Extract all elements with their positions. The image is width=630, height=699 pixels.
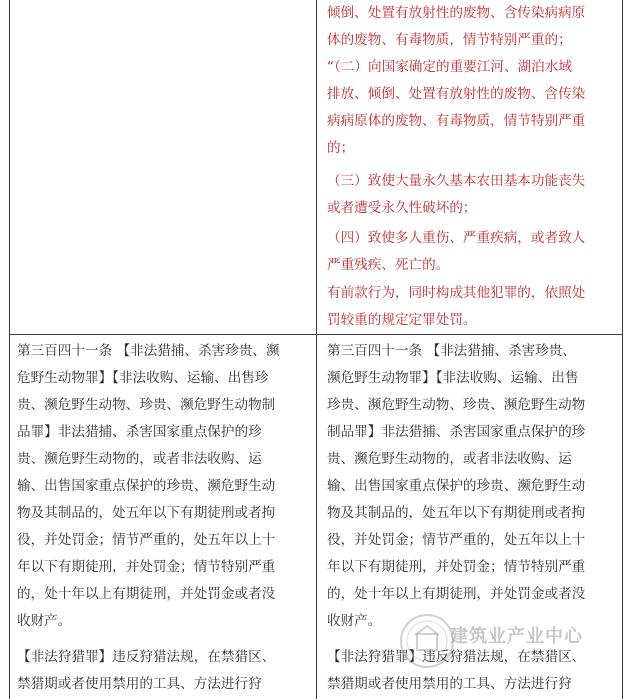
amended-text-line: 或者遭受永久性破坏的； <box>327 200 477 216</box>
top-row-left-cell <box>10 0 316 334</box>
table-column-divider <box>316 0 317 699</box>
amended-text-line: 体的废物、有毒物质，情节特别严重的； <box>327 32 572 48</box>
watermark <box>368 608 630 678</box>
watermark-seal-icon <box>398 612 456 670</box>
amended-text-line: 物及其制品的，处五年以下有期徒刑或者拘 <box>327 505 586 521</box>
original-text-line: 役，并处罚金；情节严重的，处五年以上十 <box>17 532 276 548</box>
amended-text-line: 罚较重的规定定罪处罚。 <box>327 312 477 328</box>
original-text-line: 收财产。 <box>17 613 72 629</box>
amended-text-line: 【非法狩猎罪】违反狩猎法规，在禁猎区、 <box>327 649 586 665</box>
amended-text-line: （四）致使多人重伤、严重疾病，或者致人 <box>327 230 586 246</box>
amended-text-line: 的； <box>327 140 355 156</box>
original-text-line: 危野生动物罪】【非法收购、运输、出售珍 <box>17 370 269 386</box>
amended-text-line: 濒危野生动物罪】【非法收购、运输、出售 <box>327 370 579 386</box>
amended-text-line: 禁猎期或者使用禁用的工具、方法进行狩 <box>327 676 572 692</box>
watermark-text: 建筑业产业中心 <box>450 626 583 647</box>
amended-text-line: 严重残疾、死亡的。 <box>327 257 450 273</box>
amended-text-line: 年以下有期徒刑，并处罚金；情节特别严重 <box>327 559 586 575</box>
amended-text-line: 收财产。 <box>327 613 382 629</box>
amended-text-line: 贵、濒危野生动物的，或者非法收购、运 <box>327 451 572 467</box>
top-row-right-cell <box>327 0 622 334</box>
original-text-line: 的，处十年以上有期徒刑，并处罚金或者没 <box>17 586 276 602</box>
original-text-line: 贵、濒危野生动物的，或者非法收购、运 <box>17 451 262 467</box>
amended-text-line: 排放、倾倒、处置有放射性的废物、含传染 <box>327 86 586 102</box>
amended-text-line: “（二）向国家确定的重要江河、湖泊水域 <box>327 59 572 75</box>
amended-text-line: 第三百四十一条 【非法猎捕、杀害珍贵、 <box>327 343 577 359</box>
amended-text-line: 输、出售国家重点保护的珍贵、濒危野生动 <box>327 478 586 494</box>
original-text-line: 输、出售国家重点保护的珍贵、濒危野生动 <box>17 478 276 494</box>
original-text-line: 品罪】非法猎捕、杀害国家重点保护的珍 <box>17 424 262 440</box>
original-text-line: 物及其制品的，处五年以下有期徒刑或者拘 <box>17 505 276 521</box>
amended-text-line: 制品罪】非法猎捕、杀害国家重点保护的珍 <box>327 424 586 440</box>
original-text-line: 【非法狩猎罪】违反狩猎法规，在禁猎区、 <box>17 649 276 665</box>
amended-text-line: 珍贵、濒危野生动物、珍贵、濒危野生动物 <box>327 397 586 413</box>
original-text-line: 禁猎期或者使用禁用的工具、方法进行狩 <box>17 676 262 692</box>
original-text-line: 第三百四十一条 【非法猎捕、杀害珍贵、濒 <box>17 343 280 359</box>
amended-text-line: （三）致使大量永久基本农田基本功能丧失 <box>327 173 586 189</box>
amended-text-line: 的，处十年以上有期徒刑，并处罚金或者没 <box>327 586 586 602</box>
original-text-line: 贵、濒危野生动物、珍贵、濒危野生动物制 <box>17 397 276 413</box>
bottom-row-left-cell <box>17 335 316 699</box>
amended-text-line: 有前款行为，同时构成其他犯罪的，依照处 <box>327 285 586 301</box>
amended-text-line: 倾倒、处置有放射性的废物、含传染病病原 <box>327 5 586 21</box>
original-text-line: 年以下有期徒刑，并处罚金；情节特别严重 <box>17 559 276 575</box>
amended-text-line: 病病原体的废物、有毒物质，情节特别严重 <box>327 113 586 129</box>
amended-text-line: 役，并处罚金；情节严重的，处五年以上十 <box>327 532 586 548</box>
table-border-right <box>622 0 623 699</box>
